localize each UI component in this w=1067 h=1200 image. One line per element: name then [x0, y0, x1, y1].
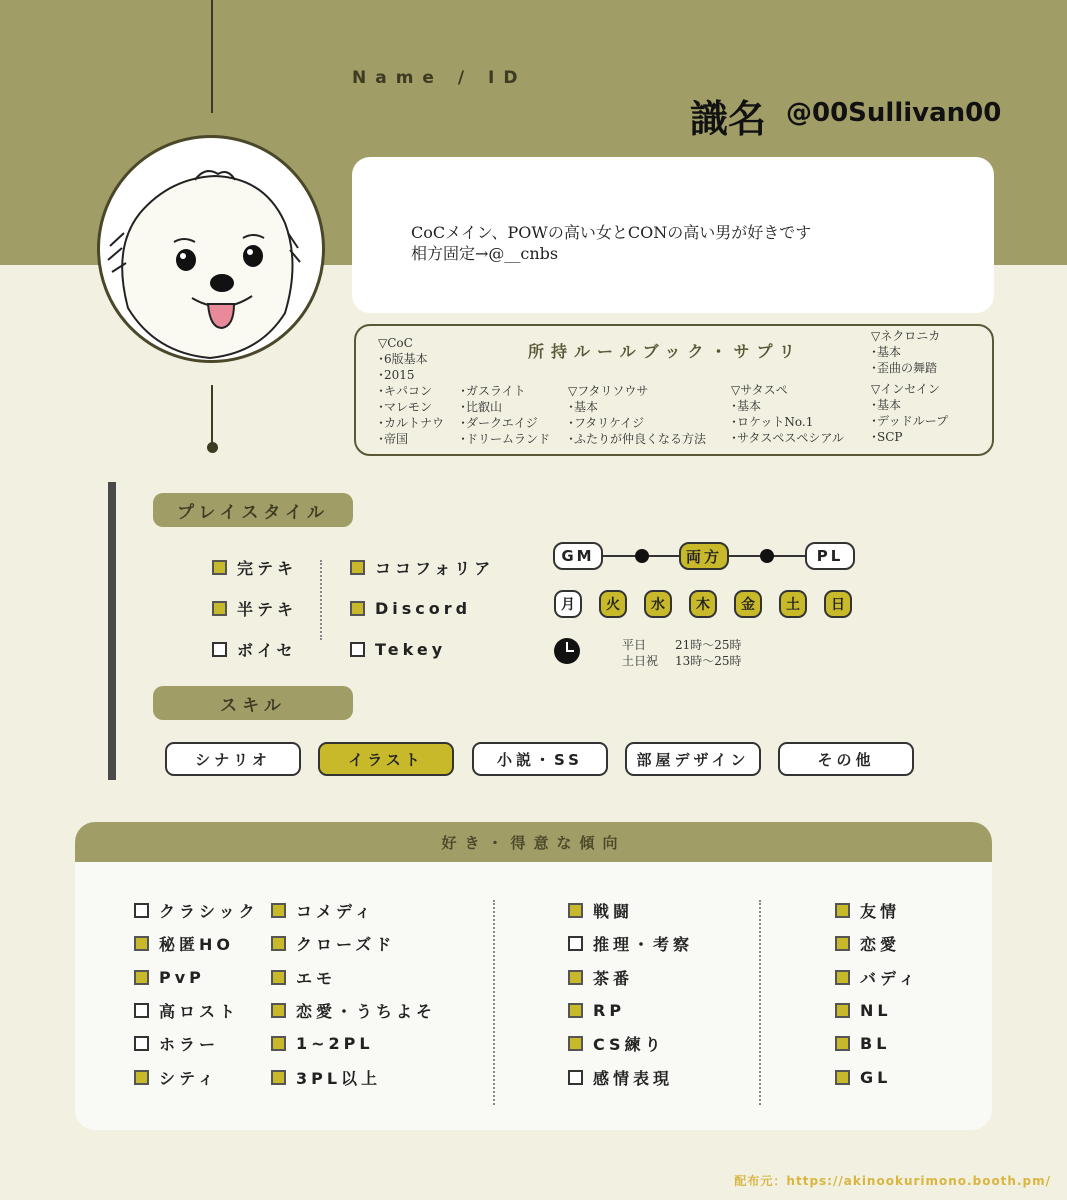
- checkbox-label: ボイセ: [237, 641, 297, 660]
- checkbox[interactable]: [835, 970, 850, 985]
- checkbox[interactable]: [350, 601, 365, 616]
- session-type-item[interactable]: [212, 588, 297, 629]
- checkbox-label: バディ: [860, 968, 919, 988]
- pref-item[interactable]: [271, 927, 436, 960]
- day-sun[interactable]: 日: [824, 590, 852, 618]
- divider-line: [211, 385, 213, 447]
- checkbox-label: 半テキ: [237, 600, 298, 619]
- dotted-divider: [320, 560, 322, 640]
- checkbox[interactable]: [271, 1003, 286, 1018]
- checkbox-label: Discord: [375, 599, 472, 618]
- pref-item[interactable]: [835, 1027, 919, 1060]
- checkbox[interactable]: [271, 1070, 286, 1085]
- checkbox[interactable]: [835, 1003, 850, 1018]
- checkbox[interactable]: [568, 903, 583, 918]
- rulebook-list-insane: ▽インセイン ･基本 ･デッドループ ･SCP: [871, 382, 949, 444]
- rulebook-list: ･キパコン ･マレモン ･カルトナウ ･帝国: [378, 384, 445, 446]
- checkbox-label: 3PL以上: [296, 1068, 382, 1088]
- divider-line: [211, 0, 213, 113]
- checkbox[interactable]: [835, 1036, 850, 1051]
- dog-illustration: [100, 138, 322, 360]
- day-sat[interactable]: 土: [779, 590, 807, 618]
- role-both[interactable]: 両方: [679, 542, 729, 570]
- pref-item[interactable]: [568, 1060, 693, 1093]
- playstyle-heading: プレイスタイル: [153, 493, 353, 527]
- pref-item[interactable]: [568, 927, 693, 960]
- pref-item[interactable]: [835, 961, 919, 994]
- pref-item[interactable]: [835, 894, 919, 927]
- schedule-weekday-label: 平日: [622, 638, 647, 652]
- checkbox-label: Tekey: [375, 640, 447, 659]
- rulebook-title: 所持ルールブック・サプリ: [528, 342, 802, 361]
- checkbox-label: PvP: [159, 967, 205, 987]
- sign-name: 識名: [690, 97, 767, 141]
- rulebook-list: ･ガスライト ･比叡山 ･ダークエイジ ･ドリームランド: [460, 384, 551, 446]
- skill-other[interactable]: その他: [778, 742, 914, 776]
- checkbox-label: 高ロスト: [159, 1002, 240, 1022]
- clock-icon: [553, 637, 581, 665]
- avatar: [97, 135, 325, 363]
- checkbox[interactable]: [568, 1036, 583, 1051]
- pref-column: [134, 894, 259, 1094]
- divider-dot: [207, 442, 218, 453]
- pref-item[interactable]: [134, 927, 259, 960]
- pref-column: [835, 894, 919, 1094]
- checkbox-label: コメディ: [296, 902, 375, 922]
- pref-item[interactable]: [271, 1060, 436, 1093]
- preferences-heading: 好き・得意な傾向: [75, 822, 992, 862]
- role-pl[interactable]: PL: [805, 542, 855, 570]
- checkbox-label: 1~2PL: [296, 1034, 374, 1054]
- checkbox-label: ココフォリア: [375, 559, 495, 578]
- user-handle[interactable]: @00Sullivan00: [786, 98, 1002, 128]
- checkbox[interactable]: [134, 1070, 149, 1085]
- day-thu[interactable]: 木: [689, 590, 717, 618]
- bio-text: [411, 222, 811, 264]
- schedule-weekend-time: 13時〜25時: [675, 654, 742, 668]
- dotted-divider: [759, 900, 761, 1105]
- tool-list: [350, 547, 494, 670]
- role-gm[interactable]: GM: [553, 542, 603, 570]
- checkbox[interactable]: [271, 903, 286, 918]
- session-type-list: [212, 547, 297, 670]
- skill-scenario[interactable]: シナリオ: [165, 742, 301, 776]
- pref-column: [568, 894, 693, 1094]
- checkbox-label: クローズド: [296, 935, 396, 955]
- pref-item[interactable]: [134, 1060, 259, 1093]
- skills-heading: スキル: [153, 686, 353, 720]
- day-fri[interactable]: 金: [734, 590, 762, 618]
- checkbox[interactable]: [134, 1003, 149, 1018]
- session-type-item[interactable]: [212, 629, 297, 670]
- checkbox[interactable]: [568, 1003, 583, 1018]
- skill-illust[interactable]: イラスト: [318, 742, 454, 776]
- role-dot: [635, 549, 649, 563]
- checkbox[interactable]: [568, 970, 583, 985]
- credit-text[interactable]: 配布元：https://akinookurimono.booth.pm/: [734, 1174, 1051, 1188]
- checkbox[interactable]: [212, 560, 227, 575]
- checkbox-label: GL: [860, 1067, 892, 1087]
- checkbox-label: 恋愛・うちよそ: [296, 1002, 437, 1022]
- checkbox-label: 友情: [860, 902, 901, 922]
- pref-item[interactable]: [134, 961, 259, 994]
- dotted-divider: [493, 900, 495, 1105]
- checkbox[interactable]: [835, 936, 850, 951]
- checkbox-label: 恋愛: [860, 935, 901, 955]
- tool-item[interactable]: [350, 629, 494, 670]
- checkbox-label: 推理・考察: [593, 935, 694, 955]
- pref-item[interactable]: [134, 1027, 259, 1060]
- checkbox-label: RP: [593, 1001, 626, 1021]
- skill-novel[interactable]: 小説・SS: [472, 742, 608, 776]
- pref-item[interactable]: [134, 894, 259, 927]
- checkbox-label: シティ: [159, 1068, 218, 1088]
- checkbox[interactable]: [212, 601, 227, 616]
- tool-item[interactable]: [350, 547, 494, 588]
- checkbox-label: BL: [860, 1034, 891, 1054]
- checkbox[interactable]: [350, 642, 365, 657]
- day-wed[interactable]: 水: [644, 590, 672, 618]
- pref-item[interactable]: [835, 927, 919, 960]
- role-dot: [760, 549, 774, 563]
- bio-line: 相方固定→@__cnbs: [411, 244, 559, 263]
- name-id-label: Name / ID: [352, 68, 527, 88]
- pref-item[interactable]: [835, 994, 919, 1027]
- checkbox[interactable]: [271, 936, 286, 951]
- checkbox-label: エモ: [296, 968, 337, 988]
- checkbox-label: 完テキ: [237, 559, 298, 578]
- checkbox[interactable]: [835, 1070, 850, 1085]
- checkbox-label: ホラー: [159, 1035, 220, 1055]
- schedule-weekend-label: 土日祝: [622, 654, 659, 668]
- tool-item[interactable]: [350, 588, 494, 629]
- checkbox-label: 茶番: [593, 968, 634, 988]
- day-mon[interactable]: 月: [554, 590, 582, 618]
- rulebook-list-futari: ▽フタリソウサ ･基本 ･フタリケイジ ･ふたりが仲良くなる方法: [568, 384, 707, 446]
- section-bar: [108, 482, 116, 780]
- rulebook-list-satasupe: ▽サタスペ ･基本 ･ロケットNo.1 ･サタスペスペシアル: [731, 383, 844, 445]
- pref-item[interactable]: [835, 1060, 919, 1093]
- checkbox-label: 戦闘: [593, 902, 634, 922]
- checkbox-label: CS練り: [593, 1035, 665, 1055]
- checkbox[interactable]: [134, 970, 149, 985]
- day-tue[interactable]: 火: [599, 590, 627, 618]
- pref-item[interactable]: [568, 894, 693, 927]
- pref-item[interactable]: [271, 961, 436, 994]
- checkbox[interactable]: [271, 1036, 286, 1051]
- checkbox-label: 感情表現: [593, 1068, 674, 1088]
- checkbox[interactable]: [212, 642, 227, 657]
- schedule-weekday-time: 21時〜25時: [675, 638, 742, 652]
- checkbox[interactable]: [271, 970, 286, 985]
- pref-item[interactable]: [568, 961, 693, 994]
- pref-column: [271, 894, 436, 1094]
- pref-item[interactable]: [134, 994, 259, 1027]
- pref-item[interactable]: [568, 1027, 693, 1060]
- pref-item[interactable]: [271, 994, 436, 1027]
- checkbox-label: 秘匿HO: [159, 935, 234, 955]
- checkbox[interactable]: [568, 1070, 583, 1085]
- pref-item[interactable]: [568, 994, 693, 1027]
- checkbox[interactable]: [134, 936, 149, 951]
- checkbox[interactable]: [134, 1036, 149, 1051]
- bio-line: CoCメイン、POWの高い女とCONの高い男が好きです: [411, 223, 812, 242]
- rulebook-list-necronica: ▽ネクロニカ ･基本 ･歪曲の舞踏: [871, 329, 941, 375]
- session-type-item[interactable]: [212, 547, 297, 588]
- checkbox-label: クラシック: [159, 902, 259, 922]
- rulebook-list-coc: ▽CoC ･6版基本 ･2015: [378, 336, 428, 382]
- checkbox[interactable]: [568, 936, 583, 951]
- checkbox[interactable]: [134, 903, 149, 918]
- pref-item[interactable]: [271, 1027, 436, 1060]
- pref-item[interactable]: [271, 894, 436, 927]
- checkbox[interactable]: [350, 560, 365, 575]
- checkbox-label: NL: [860, 1001, 892, 1021]
- checkbox[interactable]: [835, 903, 850, 918]
- skill-room-design[interactable]: 部屋デザイン: [625, 742, 761, 776]
